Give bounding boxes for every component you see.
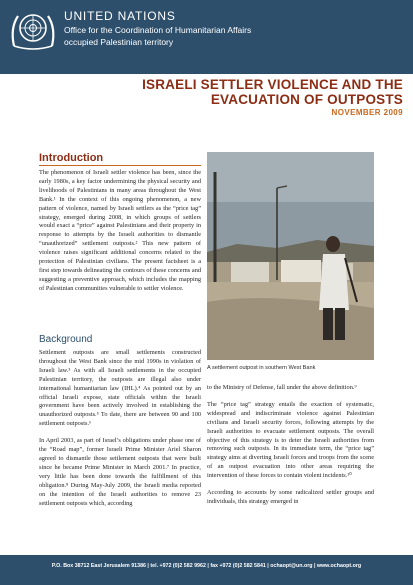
intro-paragraph: The phenomenon of Israeli settler violence has been, since the early 1980s, a key factor undermining the physical security and livelihoods of Palestinians in many areas throughout the West Bank.¹ In the context of this ongoing phenomenon, a new pattern of violence, named by Israeli settlers as the “price tag” strategy, emerged during 2008, in which groups of settlers would exact a “price” against Palestinians and their property in response to attempts by the Israeli authorities to dismantle “unauthorized” settlement outposts.² This new pattern of violence raises significant additional concerns related to the protection of Palestinian civilians. The present factsheet is a first step towards delineating the contours of these concerns and suggesting a preventive approach, which includes the mapping of Palestinian communities vulnerable to settler violence. — [39, 169, 201, 292]
background-paragraph-5: According to accounts by some radicalized settler groups and individuals, this strategy emerged in — [207, 489, 374, 505]
masthead — [0, 0, 413, 74]
report-date: NOVEMBER 2009 — [331, 108, 403, 117]
introduction-column — [39, 169, 201, 302]
org-name: UNITED NATIONS — [64, 9, 176, 23]
background-heading: Background — [39, 334, 93, 345]
background-paragraph-3: to the Ministry of Defense, fall under the above definition.⁹ — [207, 384, 357, 391]
outpost-photo-image — [207, 152, 374, 360]
outpost-photo — [207, 152, 374, 360]
background-column-right — [207, 384, 374, 515]
office-name: Office for the Coordination of Humanitarian Affairs — [64, 25, 252, 35]
report-title — [142, 77, 403, 107]
heading-divider — [39, 165, 201, 166]
background-paragraph-4: The “price tag” strategy entails the exaction of systematic, widespread and indiscriminate violence against Palestinian civilians and Israeli security forces, following attempts by the Israeli authorities to evacuate settlement outposts. The overall objective of this strategy is to deter the Israeli authorities from removing such outposts. In its immediate term, the “price tag” strategy aims at diverting Israeli forces and troops from the scene of an outpost evacuation into other areas requiring the intervention of these forces to contain violent incidents.¹⁰ — [207, 400, 374, 480]
background-paragraph-2: In April 2003, as part of Israel’s obligations under phase one of the “Road map”, former Israeli Prime Minister Ariel Sharon agreed to dismantle those settlement outposts that were built since he became Prime Minister in March 2001.⁷ In practice, very little has been done towards the fulfillment of this obligation.⁸ During May-July 2009, the Israeli media reported on the intention of the Israeli authorities to remove 23 settlement outposts which, according — [39, 437, 201, 507]
footer — [0, 555, 413, 585]
background-paragraph-1: Settlement outposts are small settlements constructed throughout the West Bank since the mid 1990s in violation of Israeli law.³ As with all Israeli settlements in the occupied Palestinian territory, the outposts are illegal also under international humanitarian law (IHL).⁴ As pointed out by an official Israeli expose, state officials within the Israeli government have been actively involved in establishing the unauthorized outposts.⁵ To date, there are between 90 and 100 settlement outposts.⁶ — [39, 349, 201, 428]
background-column-left — [39, 349, 201, 516]
un-emblem-icon — [8, 6, 58, 50]
introduction-heading: Introduction — [39, 152, 104, 164]
photo-caption: A settlement outpost in southern West Bank — [207, 365, 316, 371]
footer-contact: P.O. Box 38712 East Jerusalem 91386 | tel. +972 (0)2 582 9962 | fax +972 (0)2 582 5841 | ochaopt@un.org | www.ochaopt.org — [51, 563, 362, 569]
title-line-2: EVACUATION OF OUTPOSTS — [210, 92, 403, 107]
title-line-1: ISRAELI SETTLER VIOLENCE AND THE — [142, 77, 403, 92]
territory-name: occupied Palestinian territory — [64, 37, 174, 47]
